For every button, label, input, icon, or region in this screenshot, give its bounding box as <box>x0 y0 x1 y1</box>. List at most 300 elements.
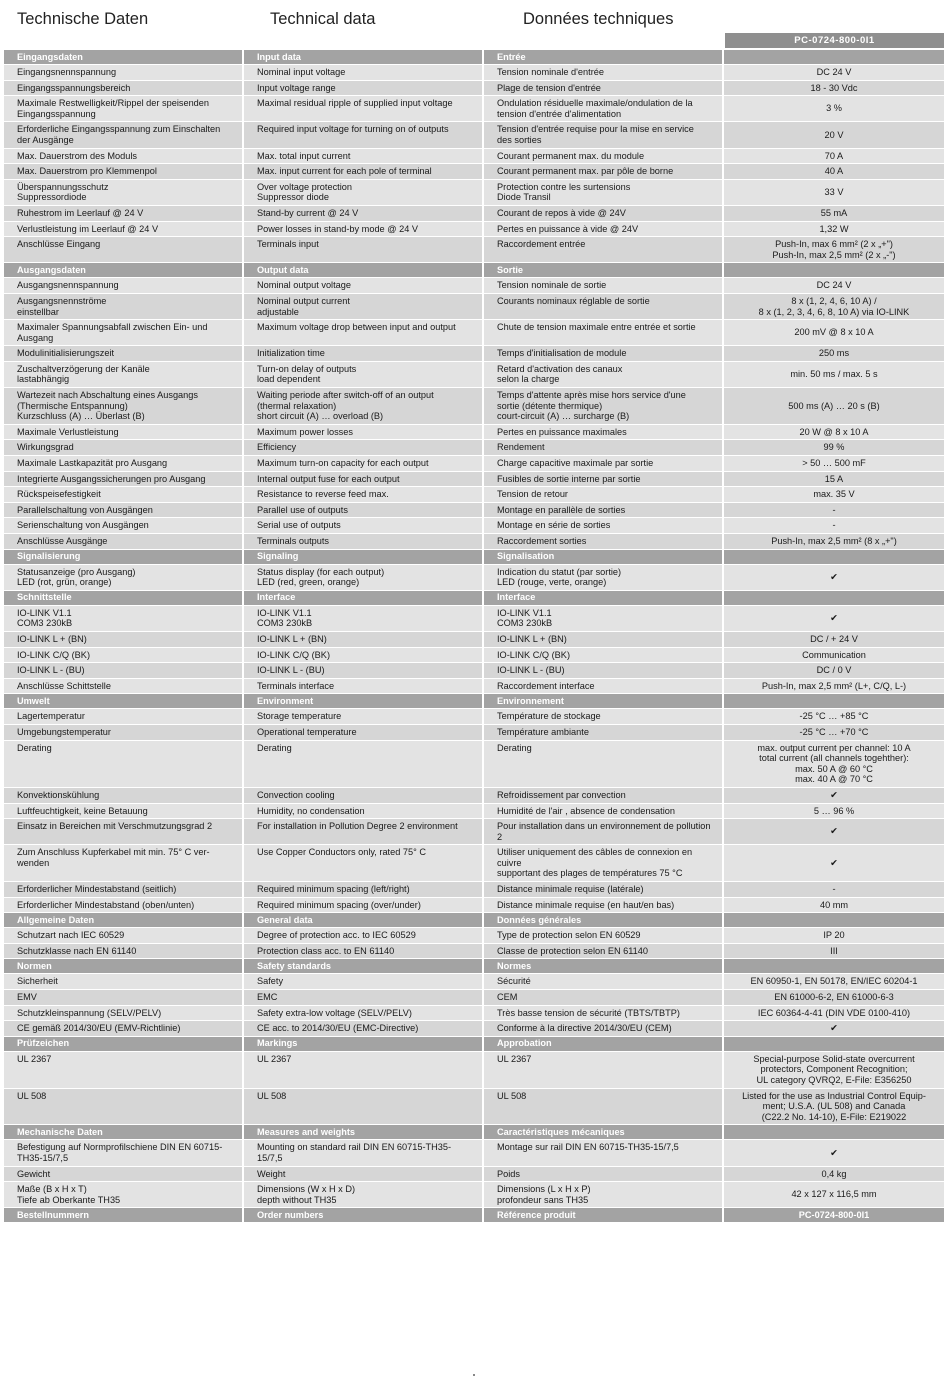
section-german: Mechanische Daten <box>4 1125 244 1139</box>
spec-value: 15 A <box>724 472 944 487</box>
section-value <box>724 591 944 605</box>
spec-french: Très basse tension de sécurité (TBTS/TBTP) <box>484 1006 724 1021</box>
spec-english: Required minimum spacing (left/right) <box>244 882 484 897</box>
spec-german: Sicherheit <box>4 974 244 989</box>
section-english: Signaling <box>244 550 484 564</box>
section-value <box>724 694 944 708</box>
section-french: Entrée <box>484 50 724 64</box>
spec-value: - <box>724 518 944 533</box>
spec-french: Distance minimale requise (en haut/en bas) <box>484 898 724 913</box>
spec-value: ✔ <box>724 819 944 844</box>
spec-value: Communication <box>724 648 944 663</box>
spec-french: Tension d'entrée requise pour la mise en service des sorties <box>484 122 724 147</box>
section-header <box>4 550 944 564</box>
spec-value: Listed for the use as Industrial Control Equip- ment; U.S.A. (UL 508) and Canada (C22.2 No. 14-10), E-File: E219022 <box>724 1089 944 1125</box>
spec-value: ✔ <box>724 1140 944 1165</box>
spec-french: Raccordement entrée <box>484 237 724 262</box>
spec-french: Dimensions (L x H x P) profondeur sans TH35 <box>484 1182 724 1207</box>
section-english: Markings <box>244 1037 484 1051</box>
spec-english: Status display (for each output) LED (red, green, orange) <box>244 565 484 590</box>
spec-row <box>4 534 944 549</box>
spec-value: ✔ <box>724 606 944 631</box>
spec-french: UL 2367 <box>484 1052 724 1088</box>
spec-value: 55 mA <box>724 206 944 221</box>
spec-value: EN 60950-1, EN 50178, EN/IEC 60204-1 <box>724 974 944 989</box>
spec-row <box>4 278 944 293</box>
spec-row <box>4 96 944 121</box>
spec-row <box>4 663 944 678</box>
section-german: Bestellnummern <box>4 1208 244 1222</box>
spec-value: 42 x 127 x 116,5 mm <box>724 1182 944 1207</box>
spec-english: For installation in Pollution Degree 2 environment <box>244 819 484 844</box>
spec-value: DC / 0 V <box>724 663 944 678</box>
spec-row <box>4 1089 944 1125</box>
spec-german: Anschlüsse Eingang <box>4 237 244 262</box>
section-german: Signalisierung <box>4 550 244 564</box>
spec-french: Conforme à la directive 2014/30/EU (CEM) <box>484 1021 724 1036</box>
spec-english: Required input voltage for turning on of outputs <box>244 122 484 147</box>
spec-german: Erforderliche Eingangsspannung zum Einschalten der Ausgänge <box>4 122 244 147</box>
spec-french: Température de stockage <box>484 709 724 724</box>
spec-english: Maximum turn-on capacity for each output <box>244 456 484 471</box>
spec-value: - <box>724 503 944 518</box>
spec-german: Schutzklasse nach EN 61140 <box>4 944 244 959</box>
spec-french: Temps d'initialisation de module <box>484 346 724 361</box>
spec-french: Classe de protection selon EN 61140 <box>484 944 724 959</box>
spec-value: 1,32 W <box>724 222 944 237</box>
spec-german: Umgebungstemperatur <box>4 725 244 740</box>
spec-french: Tension nominale de sortie <box>484 278 724 293</box>
section-header <box>4 50 944 64</box>
section-french: Sortie <box>484 263 724 277</box>
spec-german: CE gemäß 2014/30/EU (EMV-Richtlinie) <box>4 1021 244 1036</box>
section-value <box>724 550 944 564</box>
section-french: Normes <box>484 959 724 973</box>
product-header <box>4 33 944 48</box>
spec-row <box>4 388 944 424</box>
section-english: General data <box>244 913 484 927</box>
section-value <box>724 1125 944 1139</box>
spec-german: Maximale Lastkapazität pro Ausgang <box>4 456 244 471</box>
spec-english: Initialization time <box>244 346 484 361</box>
section-english: Order numbers <box>244 1208 484 1222</box>
spec-value: 20 W @ 8 x 10 A <box>724 425 944 440</box>
spec-english: Terminals interface <box>244 679 484 694</box>
spec-english: Turn-on delay of outputs load dependent <box>244 362 484 387</box>
spec-row <box>4 632 944 647</box>
spec-value: ✔ <box>724 845 944 881</box>
section-french: Caractéristiques mécaniques <box>484 1125 724 1139</box>
section-german: Allgemeine Daten <box>4 913 244 927</box>
spec-french: Courant permanent max. par pôle de borne <box>484 164 724 179</box>
title-english: Technical data <box>270 10 376 28</box>
datasheet-page <box>4 6 944 1223</box>
spec-german: Maximaler Spannungsabfall zwischen Ein- und Ausgang <box>4 320 244 345</box>
section-german: Ausgangsdaten <box>4 263 244 277</box>
spec-german: EMV <box>4 990 244 1005</box>
section-english: Output data <box>244 263 484 277</box>
spec-english: Humidity, no condensation <box>244 804 484 819</box>
spec-german: Erforderlicher Mindestabstand (seitlich) <box>4 882 244 897</box>
spec-row <box>4 362 944 387</box>
spec-french: Charge capacitive maximale par sortie <box>484 456 724 471</box>
spec-value: - <box>724 882 944 897</box>
spec-row <box>4 149 944 164</box>
spec-french: Pour installation dans un environnement de pollution 2 <box>484 819 724 844</box>
spec-row <box>4 81 944 96</box>
section-english: Input data <box>244 50 484 64</box>
section-german: Eingangsdaten <box>4 50 244 64</box>
spec-german: Schutzart nach IEC 60529 <box>4 928 244 943</box>
spec-french: Poids <box>484 1167 724 1182</box>
title-bar <box>4 6 944 32</box>
section-header <box>4 1208 944 1222</box>
spec-row <box>4 503 944 518</box>
spec-value: IP 20 <box>724 928 944 943</box>
spec-french: Sécurité <box>484 974 724 989</box>
section-header <box>4 913 944 927</box>
spec-french: Raccordement sorties <box>484 534 724 549</box>
spec-english: UL 2367 <box>244 1052 484 1088</box>
spec-value: 8 x (1, 2, 4, 6, 10 A) / 8 x (1, 2, 3, 4, 6, 8, 10 A) via IO-LINK <box>724 294 944 319</box>
spec-value: DC / + 24 V <box>724 632 944 647</box>
section-value: PC-0724-800-0I1 <box>724 1208 944 1222</box>
spec-row <box>4 440 944 455</box>
spec-row <box>4 565 944 590</box>
spec-row <box>4 1140 944 1165</box>
spec-english: UL 508 <box>244 1089 484 1125</box>
spec-value: 18 - 30 Vdc <box>724 81 944 96</box>
spec-row <box>4 898 944 913</box>
spec-german: Anschlüsse Schittstelle <box>4 679 244 694</box>
spec-english: Required minimum spacing (over/under) <box>244 898 484 913</box>
spec-german: Derating <box>4 741 244 787</box>
section-value <box>724 959 944 973</box>
spec-french: Montage en parallèle de sorties <box>484 503 724 518</box>
section-value <box>724 50 944 64</box>
spec-english: Protection class acc. to EN 61140 <box>244 944 484 959</box>
spec-value: 33 V <box>724 180 944 205</box>
spec-french: Tension de retour <box>484 487 724 502</box>
spec-english: Nominal input voltage <box>244 65 484 80</box>
spec-french: Montage en série de sorties <box>484 518 724 533</box>
spec-german: IO-LINK L + (BN) <box>4 632 244 647</box>
spec-french: Chute de tension maximale entre entrée et sortie <box>484 320 724 345</box>
spec-french: Courant de repos à vide @ 24V <box>484 206 724 221</box>
spec-german: Rückspeisefestigkeit <box>4 487 244 502</box>
spec-value: ✔ <box>724 565 944 590</box>
spec-french: IO-LINK L + (BN) <box>484 632 724 647</box>
spec-row <box>4 472 944 487</box>
spec-english: Maximum power losses <box>244 425 484 440</box>
spec-row <box>4 725 944 740</box>
spec-english: Serial use of outputs <box>244 518 484 533</box>
spec-german: Ausgangsnennspannung <box>4 278 244 293</box>
spec-row <box>4 648 944 663</box>
spec-english: Power losses in stand-by mode @ 24 V <box>244 222 484 237</box>
spec-french: Courants nominaux réglable de sortie <box>484 294 724 319</box>
spec-row <box>4 237 944 262</box>
spec-english: Terminals input <box>244 237 484 262</box>
title-german: Technische Daten <box>17 10 149 28</box>
spec-value: min. 50 ms / max. 5 s <box>724 362 944 387</box>
spec-english: IO-LINK L + (BN) <box>244 632 484 647</box>
spec-english: CE acc. to 2014/30/EU (EMC-Directive) <box>244 1021 484 1036</box>
spec-row <box>4 180 944 205</box>
spec-english: EMC <box>244 990 484 1005</box>
section-value <box>724 263 944 277</box>
spec-value: > 50 … 500 mF <box>724 456 944 471</box>
spec-value: ✔ <box>724 1021 944 1036</box>
section-english: Interface <box>244 591 484 605</box>
spec-value: 250 ms <box>724 346 944 361</box>
spec-french: Rendement <box>484 440 724 455</box>
spec-row <box>4 1021 944 1036</box>
spec-french: Pertes en puissance maximales <box>484 425 724 440</box>
spec-german: Parallelschaltung von Ausgängen <box>4 503 244 518</box>
spec-row <box>4 845 944 881</box>
spec-english: Derating <box>244 741 484 787</box>
spec-german: Maximale Verlustleistung <box>4 425 244 440</box>
spec-row <box>4 164 944 179</box>
spec-row <box>4 456 944 471</box>
spec-french: Retard d'activation des canaux selon la charge <box>484 362 724 387</box>
spec-french: Courant permanent max. du module <box>484 149 724 164</box>
spec-value: max. output current per channel: 10 A total current (all channels togehther): max. 50 A @ 60 °C max. 40 A @ 70 °C <box>724 741 944 787</box>
spec-french: Raccordement interface <box>484 679 724 694</box>
spec-row <box>4 990 944 1005</box>
section-header <box>4 959 944 973</box>
section-value <box>724 913 944 927</box>
spec-english: Nominal output current adjustable <box>244 294 484 319</box>
spec-english: Waiting periode after switch-off of an output (thermal relaxation) short circuit (A) … overload (B) <box>244 388 484 424</box>
spec-french: Protection contre les surtensions Diode Transil <box>484 180 724 205</box>
spec-french: Fusibles de sortie interne par sortie <box>484 472 724 487</box>
spec-value: Push-In, max 2,5 mm² (8 x „+") <box>724 534 944 549</box>
spec-english: Nominal output voltage <box>244 278 484 293</box>
spec-english: Weight <box>244 1167 484 1182</box>
spec-german: Lagertemperatur <box>4 709 244 724</box>
spec-german: Anschlüsse Ausgänge <box>4 534 244 549</box>
spec-french: Montage sur rail DIN EN 60715-TH35-15/7,5 <box>484 1140 724 1165</box>
spec-english: Terminals outputs <box>244 534 484 549</box>
spec-table <box>4 49 944 1223</box>
spec-german: Schutzkleinspannung (SELV/PELV) <box>4 1006 244 1021</box>
spec-value: 3 % <box>724 96 944 121</box>
spec-german: IO-LINK C/Q (BK) <box>4 648 244 663</box>
spec-row <box>4 819 944 844</box>
spec-english: Degree of protection acc. to IEC 60529 <box>244 928 484 943</box>
section-french: Interface <box>484 591 724 605</box>
section-german: Normen <box>4 959 244 973</box>
section-value <box>724 1037 944 1051</box>
spec-row <box>4 944 944 959</box>
spec-french: IO-LINK L - (BU) <box>484 663 724 678</box>
spec-german: Einsatz in Bereichen mit Verschmutzungsgrad 2 <box>4 819 244 844</box>
spec-french: Plage de tension d'entrée <box>484 81 724 96</box>
spec-english: Safety extra-low voltage (SELV/PELV) <box>244 1006 484 1021</box>
spec-french: Ondulation résiduelle maximale/ondulation de la tension d'entrée d'alimentation <box>484 96 724 121</box>
spec-row <box>4 294 944 319</box>
spec-english: Operational temperature <box>244 725 484 740</box>
spec-german: Konvektionskühlung <box>4 788 244 803</box>
spec-row <box>4 679 944 694</box>
spec-english: Parallel use of outputs <box>244 503 484 518</box>
section-header <box>4 694 944 708</box>
spec-row <box>4 1052 944 1088</box>
spec-german: Wartezeit nach Abschaltung eines Ausgangs (Thermische Entspannung) Kurzschluss (A) … Überlast (B) <box>4 388 244 424</box>
spec-german: Ausgangsnennströme einstellbar <box>4 294 244 319</box>
spec-row <box>4 122 944 147</box>
spec-german: UL 508 <box>4 1089 244 1125</box>
spec-french: Pertes en puissance à vide @ 24V <box>484 222 724 237</box>
spec-german: IO-LINK V1.1 COM3 230kB <box>4 606 244 631</box>
spec-german: Statusanzeige (pro Ausgang) LED (rot, grün, orange) <box>4 565 244 590</box>
spec-english: Convection cooling <box>244 788 484 803</box>
spec-german: Max. Dauerstrom pro Klemmenpol <box>4 164 244 179</box>
spec-value: DC 24 V <box>724 65 944 80</box>
spec-german: Wirkungsgrad <box>4 440 244 455</box>
spec-english: Maximal residual ripple of supplied input voltage <box>244 96 484 121</box>
spec-value: -25 °C … +85 °C <box>724 709 944 724</box>
spec-value: EN 61000-6-2, EN 61000-6-3 <box>724 990 944 1005</box>
spec-row <box>4 1167 944 1182</box>
spec-english: Max. input current for each pole of terminal <box>244 164 484 179</box>
spec-row <box>4 788 944 803</box>
spec-english: Over voltage protection Suppressor diode <box>244 180 484 205</box>
spec-french: CEM <box>484 990 724 1005</box>
section-english: Environment <box>244 694 484 708</box>
spec-row <box>4 1006 944 1021</box>
spec-english: Max. total input current <box>244 149 484 164</box>
spec-german: Erforderlicher Mindestabstand (oben/unten) <box>4 898 244 913</box>
spec-german: Serienschaltung von Ausgängen <box>4 518 244 533</box>
section-french: Données générales <box>484 913 724 927</box>
spec-french: Humidité de l'air , absence de condensation <box>484 804 724 819</box>
title-french: Données techniques <box>523 10 674 28</box>
spec-value: III <box>724 944 944 959</box>
spec-french: Distance minimale requise (latérale) <box>484 882 724 897</box>
spec-german: Maße (B x H x T) Tiefe ab Oberkante TH35 <box>4 1182 244 1207</box>
spec-value: 5 … 96 % <box>724 804 944 819</box>
spec-value: 500 ms (A) … 20 s (B) <box>724 388 944 424</box>
spec-french: Utiliser uniquement des câbles de connexion en cuivre supportant des plages de températures 75 °C <box>484 845 724 881</box>
spec-french: UL 508 <box>484 1089 724 1125</box>
spec-french: Température ambiante <box>484 725 724 740</box>
spec-german: Integrierte Ausgangssicherungen pro Ausgang <box>4 472 244 487</box>
footer-dot <box>473 1374 475 1376</box>
spec-english: IO-LINK V1.1 COM3 230kB <box>244 606 484 631</box>
spec-value: Push-In, max 6 mm² (2 x „+") Push-In, max 2,5 mm² (2 x „-") <box>724 237 944 262</box>
spec-value: 99 % <box>724 440 944 455</box>
spec-row <box>4 346 944 361</box>
spec-row <box>4 222 944 237</box>
spec-german: UL 2367 <box>4 1052 244 1088</box>
section-german: Umwelt <box>4 694 244 708</box>
spec-value: DC 24 V <box>724 278 944 293</box>
section-french: Approbation <box>484 1037 724 1051</box>
spec-row <box>4 65 944 80</box>
spec-row <box>4 1182 944 1207</box>
section-header <box>4 591 944 605</box>
spec-french: Tension nominale d'entrée <box>484 65 724 80</box>
section-english: Safety standards <box>244 959 484 973</box>
spec-english: Efficiency <box>244 440 484 455</box>
spec-value: Special-purpose Solid-state overcurrent protectors, Component Recognition; UL category QVRQ2, E-File: E356250 <box>724 1052 944 1088</box>
spec-value: -25 °C … +70 °C <box>724 725 944 740</box>
section-german: Schnittstelle <box>4 591 244 605</box>
spec-english: IO-LINK C/Q (BK) <box>244 648 484 663</box>
spec-german: Max. Dauerstrom des Moduls <box>4 149 244 164</box>
spec-value: 40 A <box>724 164 944 179</box>
spec-english: Storage temperature <box>244 709 484 724</box>
section-header <box>4 1037 944 1051</box>
spec-german: Überspannungsschutz Suppressordiode <box>4 180 244 205</box>
section-header <box>4 263 944 277</box>
spec-row <box>4 518 944 533</box>
spec-german: Zum Anschluss Kupferkabel mit min. 75° C ver- wenden <box>4 845 244 881</box>
spec-row <box>4 320 944 345</box>
spec-english: Stand-by current @ 24 V <box>244 206 484 221</box>
spec-french: Derating <box>484 741 724 787</box>
spec-german: Eingangsnennspannung <box>4 65 244 80</box>
spec-english: Mounting on standard rail DIN EN 60715-TH35- 15/7,5 <box>244 1140 484 1165</box>
product-code: PC-0724-800-0I1 <box>725 33 944 48</box>
spec-french: Refroidissement par convection <box>484 788 724 803</box>
spec-german: Ruhestrom im Leerlauf @ 24 V <box>4 206 244 221</box>
spec-row <box>4 974 944 989</box>
section-header <box>4 1125 944 1139</box>
spec-value: 40 mm <box>724 898 944 913</box>
spec-german: Verlustleistung im Leerlauf @ 24 V <box>4 222 244 237</box>
spec-value: 20 V <box>724 122 944 147</box>
spec-german: Eingangsspannungsbereich <box>4 81 244 96</box>
section-german: Prüfzeichen <box>4 1037 244 1051</box>
spec-german: Modulinitialisierungszeit <box>4 346 244 361</box>
spec-german: Zuschaltverzögerung der Kanäle lastabhängig <box>4 362 244 387</box>
spec-german: IO-LINK L - (BU) <box>4 663 244 678</box>
spec-row <box>4 741 944 787</box>
spec-english: Maximum voltage drop between input and output <box>244 320 484 345</box>
spec-english: Internal output fuse for each output <box>244 472 484 487</box>
spec-row <box>4 804 944 819</box>
spec-row <box>4 709 944 724</box>
spec-value: IEC 60364-4-41 (DIN VDE 0100-410) <box>724 1006 944 1021</box>
spec-english: Resistance to reverse feed max. <box>244 487 484 502</box>
spec-french: Temps d'attente après mise hors service d'une sortie (détente thermique) court-circuit (A) … surcharge (B) <box>484 388 724 424</box>
spec-value: 200 mV @ 8 x 10 A <box>724 320 944 345</box>
spec-french: IO-LINK C/Q (BK) <box>484 648 724 663</box>
spec-english: Dimensions (W x H x D) depth without TH35 <box>244 1182 484 1207</box>
spec-row <box>4 928 944 943</box>
spec-english: Safety <box>244 974 484 989</box>
spec-french: IO-LINK V1.1 COM3 230kB <box>484 606 724 631</box>
spec-german: Befestigung auf Normprofilschiene DIN EN 60715- TH35-15/7,5 <box>4 1140 244 1165</box>
spec-english: Input voltage range <box>244 81 484 96</box>
spec-row <box>4 487 944 502</box>
spec-english: IO-LINK L - (BU) <box>244 663 484 678</box>
spec-value: 70 A <box>724 149 944 164</box>
spec-value: ✔ <box>724 788 944 803</box>
section-english: Measures and weights <box>244 1125 484 1139</box>
spec-table-body <box>4 50 944 1222</box>
spec-english: Use Copper Conductors only, rated 75° C <box>244 845 484 881</box>
section-french: Signalisation <box>484 550 724 564</box>
spec-french: Type de protection selon EN 60529 <box>484 928 724 943</box>
spec-row <box>4 882 944 897</box>
spec-german: Maximale Restwelligkeit/Rippel der speisenden Eingangsspannung <box>4 96 244 121</box>
section-french: Environnement <box>484 694 724 708</box>
